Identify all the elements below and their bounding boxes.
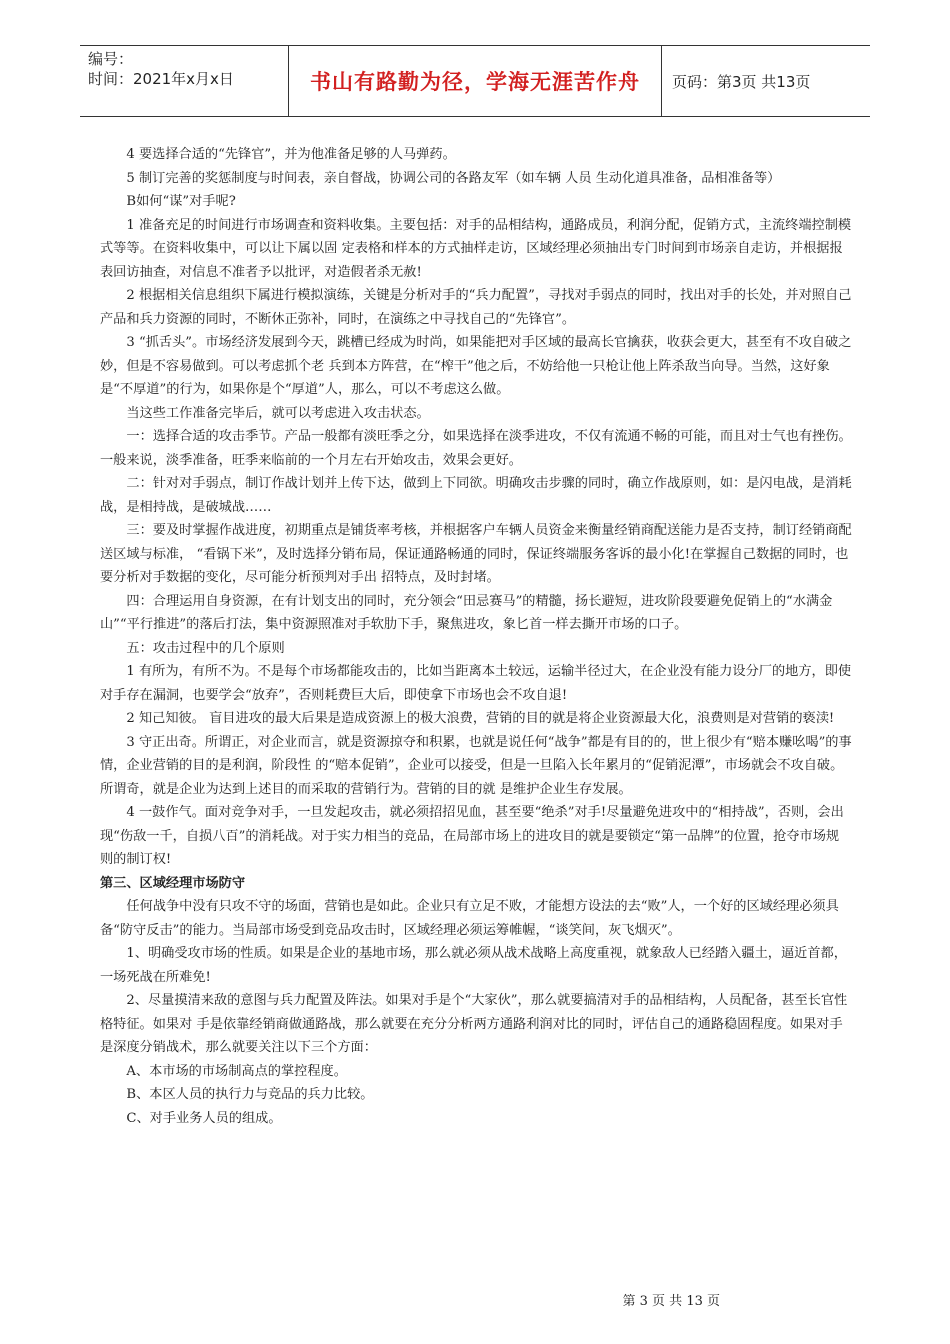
paragraph: 四：合理运用自身资源，在有计划支出的同时，充分领会“田忌赛马”的精髓，扬长避短，进攻阶段要避免促销上的“水满金山”“平行推进”的落后打法，集中资源照准对手软肋下手，聚焦进攻，象匕首一样去撕开市场的口子。 [100,593,833,632]
paragraph: 任何战争中没有只攻不守的场面，营销也是如此。企业只有立足不败，才能想方设法的去“败”人，一个好的区域经理必须具备“防守反击”的能力。当局部市场受到竞品攻击时，区域经理必须运筹帷幄，“谈笑间，灰飞烟灭”。 [100,899,839,938]
header-meta [80,46,288,116]
paragraph: 5 制订完善的奖惩制度与时间表，亲自督战，协调公司的各路友军（如车辆 人员 生动化道具准备，品相准备等） [126,170,781,186]
paragraph: 1 准备充足的时间进行市场调查和资料收集。主要包括：对手的品相结构，通路成员，利润分配，促销方式，主流终端控制模式等等。在资料收集中，可以让下属以固 定表格和样本的方式抽样走访，区域经理必须抽出专门时间到市场亲自走访，并根据报表回访抽查，对信息不准者予以批评，对造假者杀无赦! [100,217,852,280]
paragraph: C、对手业务人员的组成。 [126,1110,282,1126]
paragraph: 二：针对对手弱点，制订作战计划并上传下达，做到上下同欲。明确攻击步骤的同时，确立作战原则，如：是闪电战，是消耗战，是相持战，是破城战…… [100,476,852,515]
paragraph: B、本区人员的执行力与竞品的兵力比较。 [126,1087,374,1102]
paragraph: A、本市场的市场制高点的掌控程度。 [126,1063,347,1079]
paragraph: 2、尽量摸清来敌的意图与兵力配置及阵法。如果对手是个“大家伙”，那么就要搞清对手的品相结构，人员配备，甚至长官性格特征。如果对 手是依靠经销商做通路战，那么就要在充分分析两方通路利润对比的同时，评估自己的通路稳固程度。如果对手是深度分销战术，那么就要关注以下三个方面： [100,993,848,1055]
header-page-info: 页码：第3页 共13页 [672,72,811,91]
document-time-label: 时间：2021年x月x日 [88,70,234,88]
paragraph: 1 有所为，有所不为。不是每个市场都能攻击的，比如当距离本土较远，运输半径过大，在企业没有能力设分厂的地方，即使对手存在漏洞，也要学会“放弃”，否则耗费巨大后，即使拿下市场也会不攻自退! [100,664,852,703]
paragraph: 当这些工作准备完毕后，就可以考虑进入攻击状态。 [126,405,430,421]
section-heading: 第三、区域经理市场防守 [100,875,246,891]
page-footer: 第 3 页 共 13 页 [622,1294,720,1309]
paragraph: 五：攻击过程中的几个原则 [126,640,285,656]
paragraph: 3 守正出奇。所谓正，对企业而言，就是资源掠夺和积累，也就是说任何“战争”都是有目的的，世上很少有“赔本赚吆喝”的事情，企业营销的目的是利润，阶段性 的“赔本促销”，企业可以接受，但是一旦陷入长年累月的“促销泥潭”，市场就会不攻自破。所谓奇，就是企业为达到上述目的而采取的营销行为。营销的目的就 是维护企业生存发展。 [100,734,852,797]
paragraph: 3 “抓舌头”。市场经济发展到今天，跳槽已经成为时尚，如果能把对手区域的最高长官擒获，收获会更大，甚至有不攻自破之妙，但是不容易做到。可以考虑抓个老 兵到本方阵营，在“榨干”他之后，不妨给他一只枪让他上阵杀敌当向导。当然，这好象是“不厚道”的行为，如果你是个“厚道”人，那么，可以不考虑这么做。 [100,335,852,397]
page-header [80,45,870,117]
paragraph: 2 知己知彼。 盲目进攻的最大后果是造成资源上的极大浪费，营销的目的就是将企业资源最大化，浪费则是对营销的亵渎! [126,711,835,726]
paragraph: 一：选择合适的攻击季节。产品一般都有淡旺季之分，如果选择在淡季进攻，不仅有流通不畅的可能，而且对士气也有挫伤。一般来说，淡季准备，旺季来临前的一个月左右开始攻击，效果会更好。 [100,429,852,468]
paragraph: 2 根据相关信息组织下属进行模拟演练，关键是分析对手的“兵力配置”，寻找对手弱点的同时，找出对手的长处，并对照自己产品和兵力资源的同时，不断休正弥补，同时，在演练之中寻找自己的“先锋官”。 [100,288,852,327]
paragraph: B如何“谋”对手呢? [126,194,236,209]
header-motto: 书山有路勤为径，学海无涯苦作舟 [288,46,662,116]
paragraph: 三：要及时掌握作战进度，初期重点是铺货率考核，并根据客户车辆人员资金来衡量经销商配送能力是否支持，制订经销商配送区域与标准， “看锅下米”，及时选择分销布局，保证通路畅通的同时，保证终端服务客诉的最小化!在掌握自己数据的同时，也要分析对手数据的变化，尽可能分析预判对手出 招特点，及时封堵。 [100,523,852,585]
paragraph: 4 要选择合适的“先锋官”，并为他准备足够的人马弹药。 [126,147,456,162]
document-number-label: 编号： [88,50,134,68]
document-body [100,143,852,1130]
paragraph: 4 一鼓作气。面对竞争对手，一旦发起攻击，就必须招招见血，甚至要“绝杀”对手!尽量避免进攻中的“相持战”，否则，会出现“伤敌一千，自损八百”的消耗战。对于实力相当的竞品，在局部市场上的进攻目的就是要锁定“第一品牌”的位置，抢夺市场规则的制订权! [100,805,844,867]
paragraph: 1、明确受攻市场的性质。如果是企业的基地市场，那么就必须从战术战略上高度重视，就象敌人已经踏入疆土，逼近首都，一场死战在所难免! [100,946,847,985]
